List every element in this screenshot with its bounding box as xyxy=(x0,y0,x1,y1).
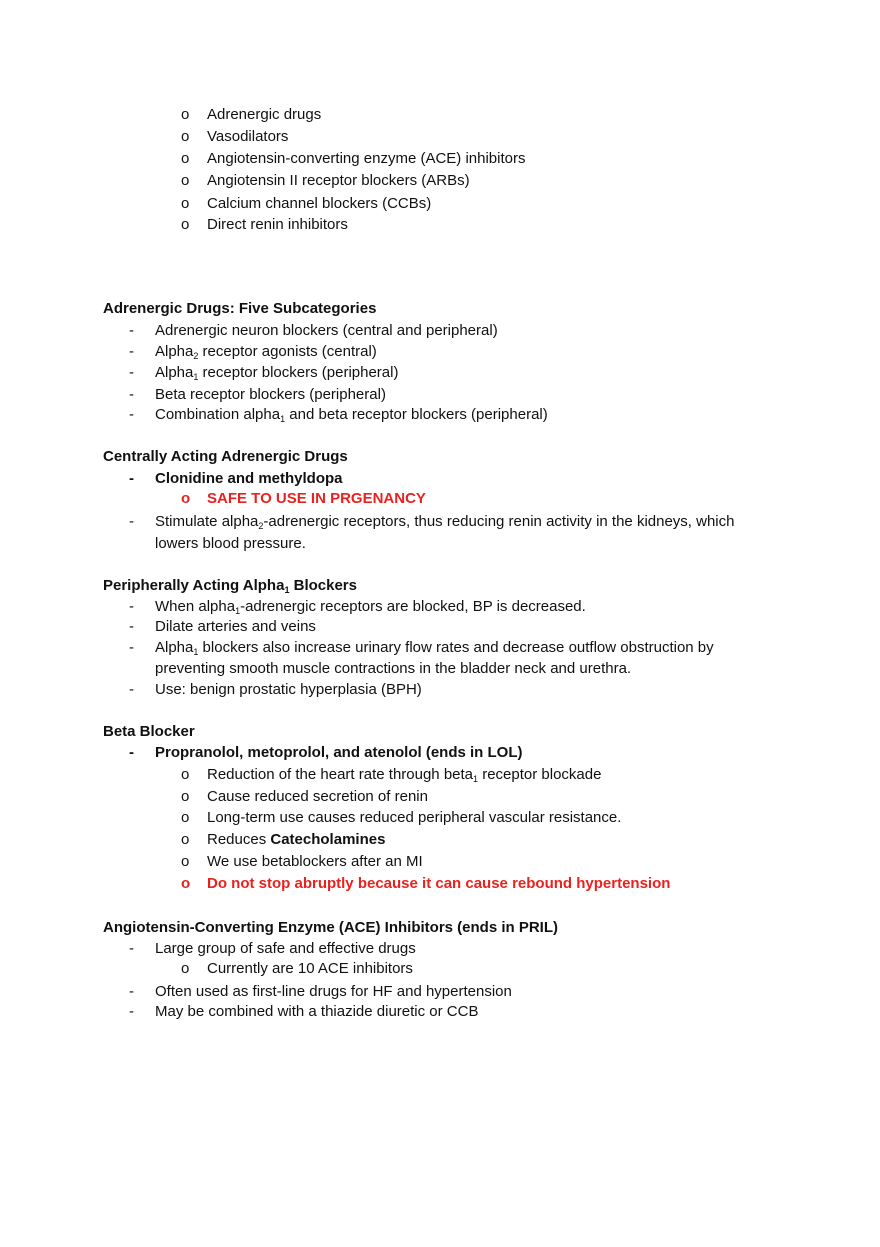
list-item: Combination alpha$_1$ and beta receptor blockers (peripheral) xyxy=(155,406,548,424)
list-item-continuation: lowers blood pressure. xyxy=(155,535,306,552)
list-item: May be combined with a thiazide diuretic or CCB xyxy=(155,1003,479,1020)
dash-bullet: - xyxy=(129,406,134,423)
dash-bullet: - xyxy=(129,940,134,957)
list-item: Adrenergic neuron blockers (central and peripheral) xyxy=(155,322,498,339)
list-item: Currently are 10 ACE inhibitors xyxy=(207,960,413,977)
list-bullet: o xyxy=(181,490,191,507)
list-item: Stimulate alpha$_2$-adrenergic receptors, thus reducing renin activity in the kidneys, which xyxy=(155,513,735,531)
dash-bullet: - xyxy=(129,513,134,530)
list-item: Long-term use causes reduced peripheral vascular resistance. xyxy=(207,809,622,826)
list-item: Alpha$_2$ receptor agonists (central) xyxy=(155,343,377,361)
rebound-warning: Do not stop abruptly because it can cause rebound hypertension xyxy=(207,875,671,892)
dash-bullet: - xyxy=(129,618,134,635)
list-item: Vasodilators xyxy=(207,128,289,145)
dash-bullet: - xyxy=(129,639,134,656)
list-bullet: o xyxy=(181,172,190,189)
list-item: We use betablockers after an MI xyxy=(207,853,423,870)
section-heading-ace: Angiotensin-Converting Enzyme (ACE) Inhibitors (ends in PRIL) xyxy=(103,919,559,936)
list-bullet: o xyxy=(181,766,190,783)
list-item: Large group of safe and effective drugs xyxy=(155,940,416,957)
list-bullet: o xyxy=(181,106,190,123)
dash-bullet: - xyxy=(129,1003,134,1020)
list-bullet: o xyxy=(181,831,190,848)
list-item: Reduces Catecholamines xyxy=(207,831,386,848)
dash-bullet: - xyxy=(129,386,134,403)
dash-bullet: - xyxy=(129,744,134,761)
list-item: Use: benign prostatic hyperplasia (BPH) xyxy=(155,681,422,698)
list-bullet: o xyxy=(181,853,190,870)
list-item: Dilate arteries and veins xyxy=(155,618,316,635)
dash-bullet: - xyxy=(129,343,134,360)
list-bullet: o xyxy=(181,809,190,826)
list-bullet: o xyxy=(181,150,190,167)
section-heading-central: Centrally Acting Adrenergic Drugs xyxy=(103,448,348,465)
list-bullet: o xyxy=(181,216,190,233)
list-item: Direct renin inhibitors xyxy=(207,216,348,233)
drug-names: Propranolol, metoprolol, and atenolol (ends in LOL) xyxy=(155,744,523,761)
list-item: Often used as first-line drugs for HF and hypertension xyxy=(155,983,512,1000)
list-item-continuation: preventing smooth muscle contractions in the bladder neck and urethra. xyxy=(155,660,632,677)
dash-bullet: - xyxy=(129,598,134,615)
list-bullet: o xyxy=(181,195,190,212)
list-item: Angiotensin-converting enzyme (ACE) inhibitors xyxy=(207,150,526,167)
list-item: Cause reduced secretion of renin xyxy=(207,788,428,805)
list-bullet: o xyxy=(181,960,190,977)
drug-names: Clonidine and methyldopa xyxy=(155,470,343,487)
dash-bullet: - xyxy=(129,364,134,381)
list-item: Adrenergic drugs xyxy=(207,106,322,123)
list-item: Alpha$_1$ blockers also increase urinary flow rates and decrease outflow obstruction by xyxy=(155,639,714,657)
list-item: Alpha$_1$ receptor blockers (peripheral) xyxy=(155,364,399,382)
list-item: When alpha$_1$-adrenergic receptors are blocked, BP is decreased. xyxy=(155,598,586,616)
section-heading-adrenergic: Adrenergic Drugs: Five Subcategories xyxy=(103,300,377,317)
list-item: Reduction of the heart rate through beta$_1$ receptor blockade xyxy=(207,766,602,784)
section-heading-beta: Beta Blocker xyxy=(103,723,195,740)
list-item: Beta receptor blockers (peripheral) xyxy=(155,386,386,403)
dash-bullet: - xyxy=(129,322,134,339)
list-item: Calcium channel blockers (CCBs) xyxy=(207,195,432,212)
section-heading-peripheral: Peripherally Acting Alpha$_1$ Blockers xyxy=(103,577,357,595)
dash-bullet: - xyxy=(129,681,134,698)
pregnancy-warning: SAFE TO USE IN PRGENANCY xyxy=(207,490,426,507)
list-bullet: o xyxy=(181,128,190,145)
list-bullet: o xyxy=(181,788,190,805)
dash-bullet: - xyxy=(129,983,134,1000)
dash-bullet: - xyxy=(129,470,134,487)
list-item: Angiotensin II receptor blockers (ARBs) xyxy=(207,172,470,189)
list-bullet: o xyxy=(181,875,191,892)
